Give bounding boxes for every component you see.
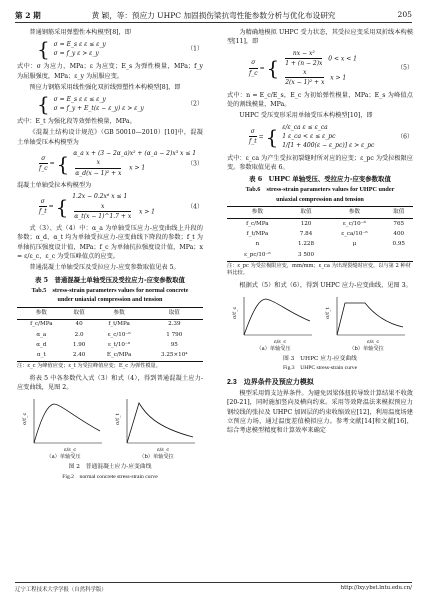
frac-num: σ [249,58,258,68]
frac-den: α_t(x − 1)^1.7 + x [74,212,132,220]
table-cell: 3 500 [298,251,315,258]
table-header: 取值 [66,307,93,319]
equation-number: （2） [187,100,203,108]
table-header: 取值 [146,307,203,319]
subfigure-label: （b）单轴受拉 [349,345,384,352]
table-cell: f_c/MPa [246,220,269,227]
table-cell: 7.84 [299,231,313,238]
table-note: 注：ε_pc 为受拉极限应变，mm/mm；ε_ca 为出现裂缝时应变，以与第 2 种材料比较。 [227,262,411,277]
right-column [227,28,413,438]
table-caption-en [17,286,203,305]
equation-number: （4） [187,203,203,211]
table-caption: 表 5 普通混凝土单轴受压及受拉应力-应变参数取值 [35,275,185,284]
paragraph: 式中：ε_ca 为产生受拉初裂缝时所对应的应变；ε_pc 为受拉极限应变。参数取值见表 6。 [227,154,413,171]
equation-condition: 0 < x < 1 [328,54,357,62]
table-cell: f_t/MPa [108,321,130,328]
table-header: 取值 [288,207,325,219]
table-cell: 2.39 [168,321,181,328]
section-heading: 2.3 边界条件及预应力模拟 [227,378,314,386]
table-cell: μ [352,241,357,248]
equation-number: （1） [187,45,203,53]
table-cell: n [255,241,260,248]
uhpc-tension-plot [325,293,409,345]
figure-caption: 图 3 UHPC 应力-应变曲线 [283,356,357,363]
equation-condition: x > 1 [138,207,155,215]
paragraph: 将表 5 中各参数代入式（3）和式（4），得到普通混凝土应力-应变曲线，见图 2。 [17,374,203,391]
paragraph: 式中：E_t 为强化段等效弹性模量，MPa。 [17,118,136,126]
frac-den: f_c [39,165,48,173]
table-cell: 120 [300,220,312,227]
table-cell: 1.228 [298,241,315,248]
figure-2b [115,395,199,462]
equation-line: σ = f_y ε > ε_y [53,50,99,58]
table-caption: 表 6 UHPC 单轴受压、受拉应力-应变参数取值 [249,175,391,184]
equation-line: 1.2x − 0.2x⁶ x ≤ 1 [72,193,128,201]
running-header [15,10,412,23]
table-cell: α_d [36,341,47,348]
equation-number: （3） [187,159,203,167]
figure-3 [227,293,413,374]
figure-caption-en: Fig.2 normal concrete stress-strain curve [62,473,158,480]
table-cell: 95 [170,341,178,348]
table-row [17,340,203,350]
table-row [17,351,203,362]
table-cell: 2.0 [74,331,84,338]
table-caption-en-line: Tab.6 stress-strain parameters values for UHPC under [245,186,395,194]
table-row [227,250,413,261]
table-cell: 400 [393,231,405,238]
page-footer [15,582,412,595]
frac-den: 1 + (n − 2)x [285,59,323,67]
frac-den: f_c [249,69,258,77]
table-cell: f_t/MPa [246,231,269,238]
table-header: 参数 [324,207,384,219]
figure-caption: 图 2 普通混凝土应力-应变曲线 [68,464,152,471]
table-caption-en-line: Tab.5 stress-strain parameters values for normal concrete [31,286,189,294]
table-cell: 1.90 [72,341,86,348]
paragraph: 预应力钢筋采用线性强化双折线弹塑性本构模型[8]，即 [29,83,181,91]
table-cell: ε_c/10⁻⁶ [342,220,366,227]
y-axis-label: σ/f_c [231,306,238,319]
frac-den: α_d(x − 1)² + x [75,169,122,177]
page-number: 205 [397,10,412,19]
x-axis-label: ε/ε_c [156,447,169,454]
paragraph: 式中：n = E_c/E_s，E_c 为初始弹性模量，MPa；E_s 为峰值点处的割线模量，MPa。 [227,91,413,109]
equation-4: $\frac{\sigma}{f\_t}$ = { 1.2x − 0.2x⁶ x ≤ 1 $\frac{x}{\alpha\_t(x - 1)\^{}1.7 + x}$ x > 1 （4） [39,193,203,220]
equation-line: 1 ε_ca < ε ≤ ε_pc [282,132,336,140]
equation-line: α_a x + (3 − 2α_a)x² + (α_a − 2)x³ x ≤ 1 [73,150,197,158]
parameter-table [17,307,203,362]
equation-condition: x > 1 [330,74,347,82]
equation-line: σ = E_s ε ε ≤ ε_y [53,41,106,48]
table-row [17,319,203,330]
frac-den: f_t [249,138,257,146]
table-caption-en-line: under uniaxial compression and tension [57,296,163,304]
x-axis-label: ε/ε_c [366,338,379,345]
paragraph: 式中：σ 为应力，MPa；ε 为应变；E_s 为弹性模量，MPa；f_y 为屈服强度，MPa；ε_y 为屈服应变。 [17,63,203,80]
table-cell: 0.95 [392,241,405,248]
table-cell: E_c/MPa [106,352,132,359]
y-axis-label: σ/f_c [21,412,28,426]
equation-line: σ = E_s ε ε ≤ ε_y [53,95,106,103]
frac-num: σ [249,127,257,137]
equation-condition: x > 1 [129,164,146,172]
parameter-table [227,206,413,261]
x-axis-label: ε/ε_c [273,338,286,345]
table-cell: 40 [75,321,83,328]
table-header: 参数 [17,307,66,319]
paragraph: 根据式（5）和式（6），得到 UHPC 应力-应变曲线，见图 3。 [239,281,412,289]
equation-3: $\frac{\sigma}{f\_c}$ = { α_a x + (3 − 2α_a)x² + (α_a − 2)x³ x ≤ 1 $\frac{x}{\text{α\_d(x − 1)² + x}}$ x > 1 （3） [39,150,203,177]
frac-den: f_t [39,208,47,216]
table-cell: ε_ca/10⁻⁶ [341,231,368,238]
subfigure-label: （a）单轴受压 [46,454,81,461]
tension-curve-plot [115,395,199,453]
paragraph: 普通混凝土单轴受压及受拉应力-应变参数取值见表 5。 [29,264,180,272]
table-cell [324,250,384,261]
figure-2a [22,395,106,462]
table-header: 参数 [93,307,146,319]
journal-url[interactable]: http://lxy.ybst.lntu.edu.cn/ [340,585,412,591]
table-header: 取值 [385,207,413,219]
equation-line: 1/[1 + 400(ε − ε_pc)] ε > ε_pc [282,142,375,150]
table-cell: 765 [393,220,405,227]
paragraph: 《混凝土结构设计规范》（GB 50010—2010）[10]中，混凝土单轴受压本构模型为 [17,129,203,146]
table-row [17,330,203,340]
table-cell: 2.40 [72,352,86,359]
table-row [227,230,413,240]
figure-3b [325,293,409,354]
frac-num: nx − x² [285,49,322,59]
table-cell: ε_c/10⁻⁶ [107,331,131,338]
equation-line: σ = f_y + E_t(ε − ε_y) ε > ε_y [53,105,144,113]
equation-number: （6） [397,132,413,140]
table-cell [385,250,413,261]
figure-2 [17,395,203,482]
table-cell: 3.25×10⁴ [161,352,188,359]
frac-den: 2(x − 1)² + x [285,79,325,87]
table-cell: ε_pc/10⁻⁶ [244,251,271,258]
equation-line: ε/ε_ca ε ≤ ε_ca [282,123,328,131]
frac-num: x [74,202,131,212]
x-axis-label: ε/ε_c [63,447,76,454]
table-6 [227,175,413,277]
subfigure-label: （b）单轴受拉 [139,454,174,461]
table-cell: 1 790 [166,331,183,338]
table-5 [17,276,203,371]
equation-2: { σ = E_s ε ε ≤ ε_y σ = f_y + E_t(ε − ε_y) ε > ε_y （2） [37,92,203,117]
frac-num: σ [39,197,47,207]
frac-num: x [75,158,121,168]
issue-label: 第 2 期 [15,11,41,20]
table-cell: ε_t/10⁻⁶ [108,341,131,348]
paragraph: 模型采用简支边界条件。为避免因梁体扭转导致计算结果不收敛[20-21]，同时施加竖向及横向约束。采用等效降温法来模拟预应力钢绞线的张拉及 UHPC 加固层的约束收缩效应[12]，利用温度场建立预应力场，通过温度差值模拟应力。参考文献[14]和文献[16]，综合考虑模型精度和计算效率来确定 [227,390,413,435]
equation-6: $\frac{\sigma}{f\_t}$ = { ε/ε_ca ε ≤ ε_ca 1 ε_ca < ε ≤ ε_pc 1/[1 + 400(ε − ε_pc)] ε > ε_pc （6） [249,123,413,150]
table-caption-en [227,185,413,204]
y-axis-label: σ/f_t [114,413,121,426]
frac-num: x [285,68,324,78]
table-cell: f_c/MPa [30,321,53,328]
paragraph: 普通钢筋采用弹塑性本构模型[8]，即 [29,29,131,36]
figure-3a [232,293,316,354]
journal-name: 辽宁工程技术大学学报（自然科学版） [15,587,107,593]
y-axis-label: σ/f_t [324,307,331,319]
paragraph: 混凝土单轴受拉本构模型为 [17,181,92,189]
table-row [227,240,413,250]
equation-5: $\frac{\sigma}{f\_c}$ = { $\frac{\text{nx − x²}}{1 + (n - 2)x}$ 0 < x < 1 $\frac{x}{\text{2(x − 1)² + x}}$ x > 1 （5） [249,49,413,87]
compression-curve-plot [22,395,106,453]
uhpc-compression-plot [232,293,316,345]
paragraph: 式（3）、式（4）中：α_a 为单轴受压应力-应变曲线上升段的参数；α_d、α_t 均为单轴受拉应力-应变曲线下降段的参数；f_t 为单轴抗压强度设计值，MPa；f_c 为单轴抗拉强度设计值，MPa；x = ε/ε_c，ε_c 为受压峰值点的应变。 [17,225,203,261]
table-header: 参数 [227,207,288,219]
equation-number: （5） [397,64,413,72]
figure-caption-en: Fig.3 UHPC stress-strain curve [282,365,358,372]
equation-1: { σ = E_s ε ε ≤ ε_y σ = f_y ε > ε_y （1） [37,37,203,62]
table-cell: α_a [36,331,47,338]
paragraph: UHPC 受压变形采用单轴受压本构模型[10]，即 [239,112,373,120]
frac-num: σ [39,154,48,164]
paragraph: 为精确地模拟 UHPC 受力状态，其受拉应变采用双折线本构模型[11]，即 [227,29,413,46]
subfigure-label: （a）单轴受压 [256,345,291,352]
table-cell: α_t [36,352,46,359]
table-row [227,219,413,230]
left-column [17,28,203,482]
running-title: 黄 颖，等：预应力 UHPC 加固损伤梁抗弯性能参数分析与优化布设研究 [91,11,336,20]
table-note: 注：ε_c 为峰值应变；ε_t 为受拉峰值应变；E_c 为弹性模量。 [17,363,161,370]
table-caption-en-line: uniaxial compression and tension [276,195,364,203]
